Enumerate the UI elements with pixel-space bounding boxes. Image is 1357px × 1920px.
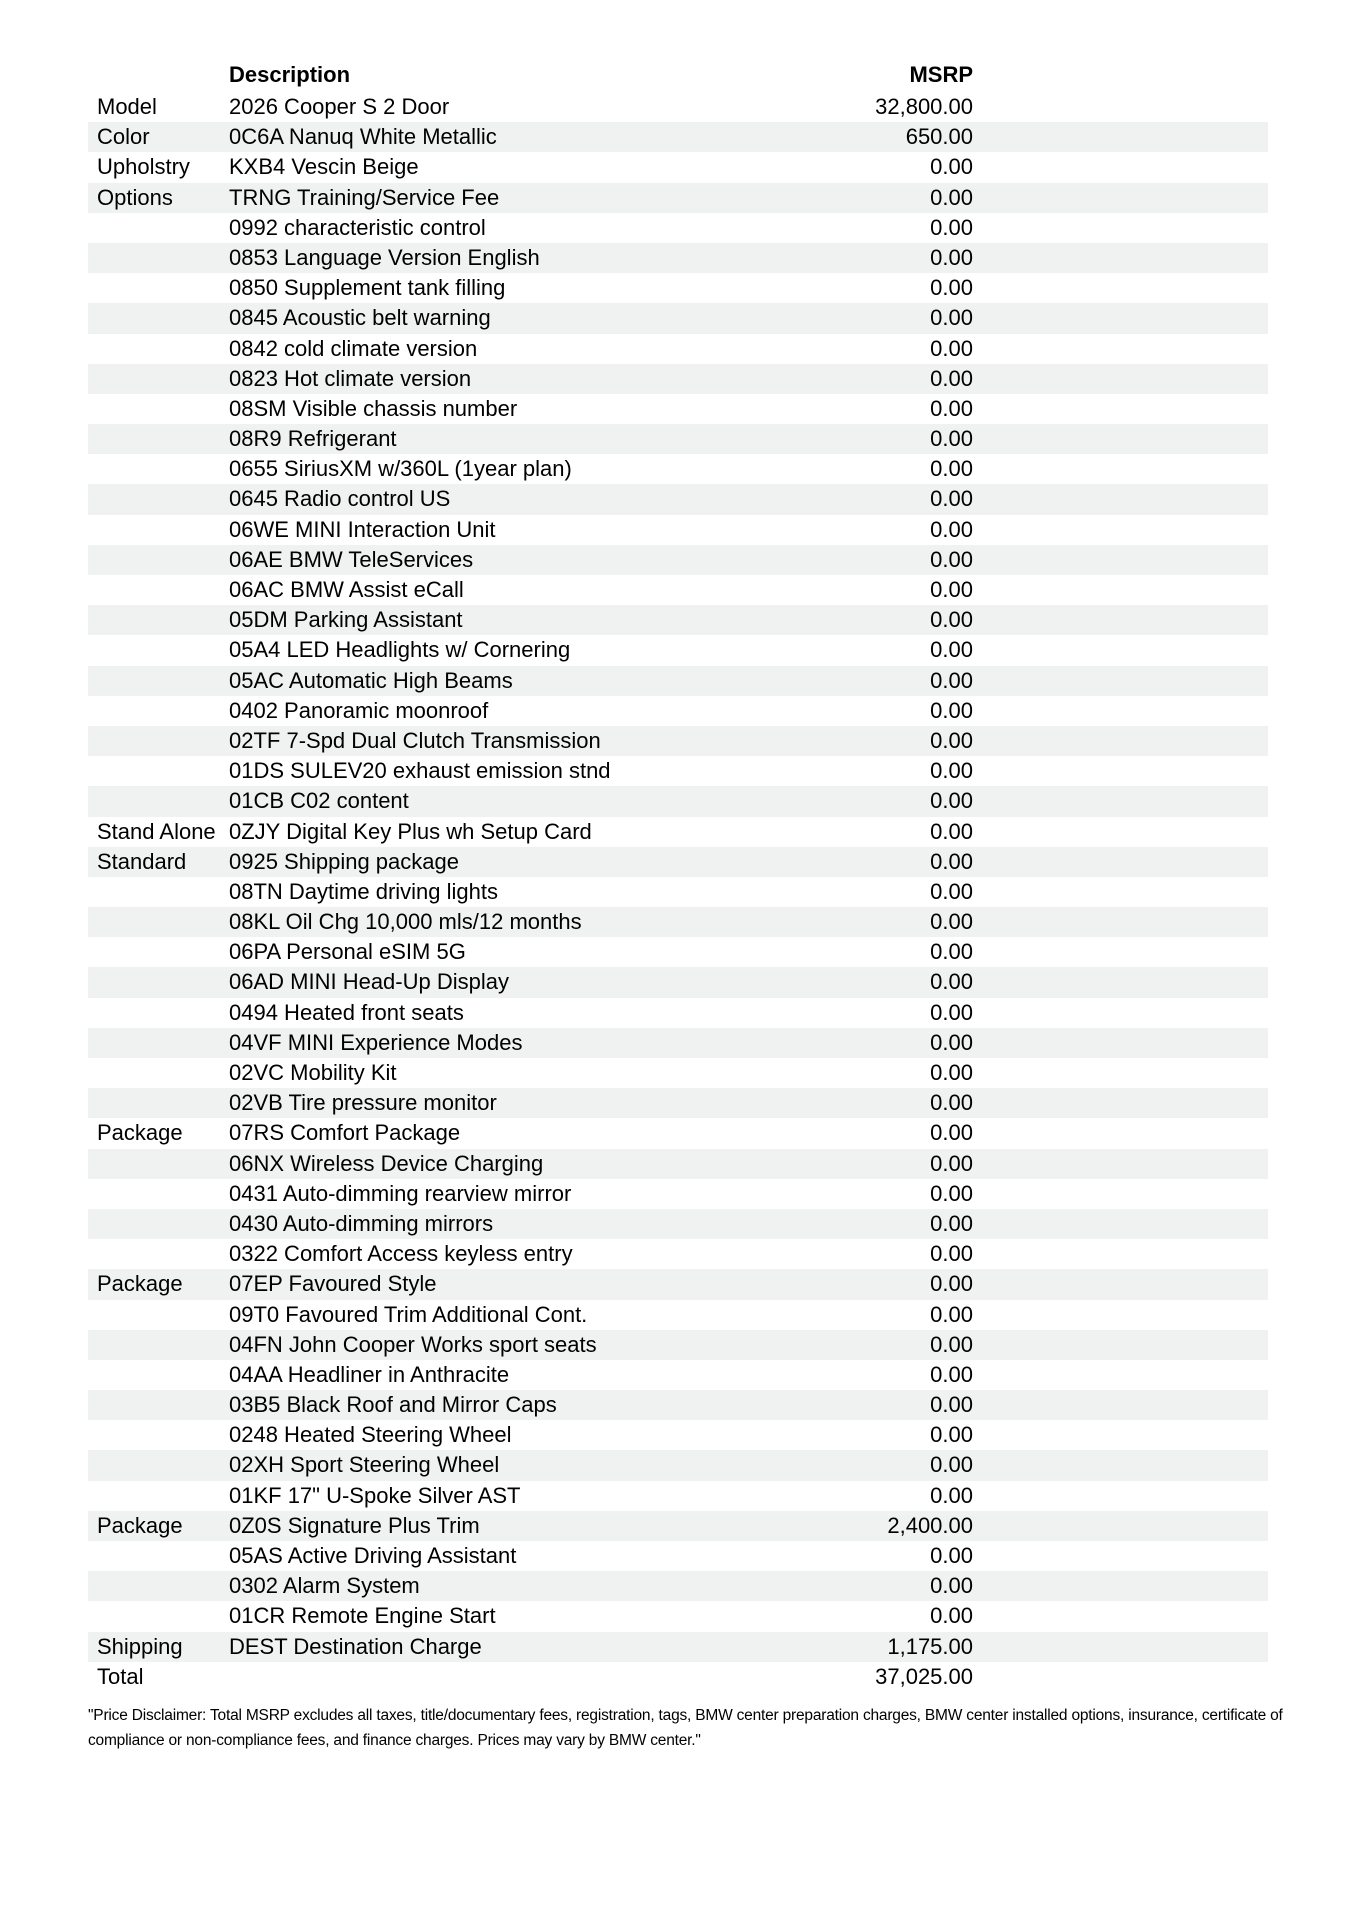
msrp-cell: 0.00 [930,818,973,844]
table-row [88,998,1268,1028]
msrp-cell: 0.00 [930,456,973,482]
description-cell: 0C6A Nanuq White Metallic [229,124,497,150]
description-cell: 02VC Mobility Kit [229,1060,397,1085]
description-cell: 0845 Acoustic belt warning [229,305,491,331]
msrp-cell: 0.00 [930,516,973,542]
description-cell: 0925 Shipping package [229,848,459,874]
table-row [88,877,1268,907]
msrp-cell: 0.00 [930,909,973,935]
msrp-cell: 0.00 [930,1180,973,1206]
msrp-cell: 0.00 [930,486,973,512]
category-cell: Upholstry [97,154,190,180]
msrp-cell: 0.00 [930,1452,973,1478]
table-row [88,92,1268,122]
table-row [88,1088,1268,1118]
msrp-cell: 1,175.00 [887,1633,973,1659]
msrp-cell: 0.00 [930,1573,973,1599]
description-cell: 08TN Daytime driving lights [229,878,498,904]
table-row [88,1058,1268,1088]
table-row [88,666,1268,696]
msrp-cell: 650.00 [905,124,973,150]
description-cell: 06AD MINI Head-Up Display [229,969,509,995]
table-row [88,364,1268,394]
description-cell: 02TF 7-Spd Dual Clutch Transmission [229,727,601,753]
msrp-cell: 0.00 [930,365,973,391]
description-cell: 0655 SiriusXM w/360L (1year plan) [229,456,572,482]
price-table [88,64,1268,1692]
msrp-cell: 0.00 [930,697,973,723]
description-cell: 0322 Comfort Access keyless entry [229,1241,573,1267]
msrp-cell: 0.00 [930,244,973,270]
disclaimer-line: compliance or non-compliance fees, and finance charges. Prices may vary by BMW center." [88,1732,701,1749]
table-row [88,726,1268,756]
description-cell: 04FN John Cooper Works sport seats [229,1331,597,1357]
description-cell: 04AA Headliner in Anthracite [229,1361,510,1387]
description-cell: 0645 Radio control US [229,486,451,512]
msrp-cell: 0.00 [930,214,973,240]
table-row [88,122,1268,152]
table-row [88,183,1268,213]
table-row [88,1239,1268,1269]
table-row [88,1028,1268,1058]
msrp-cell: 0.00 [930,1210,973,1236]
header-msrp: MSRP [909,62,973,87]
msrp-cell: 0.00 [930,426,973,452]
msrp-cell: 0.00 [930,999,973,1025]
description-cell: 08KL Oil Chg 10,000 mls/12 months [229,909,582,935]
msrp-cell: 0.00 [930,1422,973,1448]
description-cell: 0302 Alarm System [229,1573,420,1599]
header-description: Description [229,62,351,87]
description-cell: 06NX Wireless Device Charging [229,1150,544,1176]
msrp-cell: 0.00 [930,758,973,784]
table-row [88,1390,1268,1420]
description-cell: KXB4 Vescin Beige [229,154,419,180]
msrp-cell: 0.00 [930,1543,973,1568]
table-row [88,1209,1268,1239]
msrp-cell: 0.00 [930,1120,973,1146]
table-row [88,756,1268,786]
category-cell: Standard [97,848,187,874]
msrp-cell: 0.00 [930,1301,973,1327]
description-cell: 07EP Favoured Style [229,1271,437,1297]
table-row [88,1632,1268,1662]
msrp-cell: 0.00 [930,1482,973,1508]
table-row [88,575,1268,605]
msrp-cell: 0.00 [930,878,973,904]
description-cell: 08R9 Refrigerant [229,426,397,452]
description-cell: 0ZJY Digital Key Plus wh Setup Card [229,818,592,844]
description-cell: 0Z0S Signature Plus Trim [229,1512,480,1538]
description-cell: 05AS Active Driving Assistant [229,1543,517,1568]
msrp-cell: 0.00 [930,1361,973,1387]
msrp-cell: 2,400.00 [887,1512,973,1538]
description-cell: 06AE BMW TeleServices [229,546,474,572]
msrp-cell: 0.00 [930,1060,973,1085]
description-cell: 05DM Parking Assistant [229,607,463,633]
table-row [88,424,1268,454]
description-cell: 07RS Comfort Package [229,1120,461,1146]
description-cell: 01DS SULEV20 exhaust emission stnd [229,758,611,784]
category-cell: Shipping [97,1633,183,1659]
table-row [88,303,1268,333]
msrp-cell: 0.00 [930,969,973,995]
category-cell: Package [97,1120,183,1146]
table-row [88,635,1268,665]
table-row [88,605,1268,635]
msrp-cell: 37,025.00 [875,1663,973,1689]
table-row [88,454,1268,484]
description-cell: 09T0 Favoured Trim Additional Cont. [229,1301,588,1327]
msrp-cell: 0.00 [930,577,973,602]
description-cell: 0248 Heated Steering Wheel [229,1422,512,1448]
category-cell: Color [97,124,150,150]
category-cell: Stand Alone [97,818,216,844]
table-row [88,273,1268,303]
msrp-cell: 0.00 [930,1029,973,1055]
table-row [88,1571,1268,1601]
description-cell: 0402 Panoramic moonroof [229,697,489,723]
category-cell: Model [97,94,157,119]
msrp-cell: 0.00 [930,1150,973,1176]
table-row [88,1360,1268,1390]
table-row [88,394,1268,424]
msrp-cell: 0.00 [930,848,973,874]
table-row [88,1118,1268,1148]
msrp-cell: 0.00 [930,667,973,693]
table-row [88,152,1268,182]
description-cell: 05AC Automatic High Beams [229,667,513,693]
table-row [88,967,1268,997]
description-cell: DEST Destination Charge [229,1633,482,1659]
table-row [88,1481,1268,1511]
description-cell: 01CR Remote Engine Start [229,1603,496,1629]
description-cell: 04VF MINI Experience Modes [229,1029,523,1055]
msrp-cell: 0.00 [930,335,973,361]
msrp-cell: 0.00 [930,1331,973,1357]
price-table-rows [88,92,1268,1692]
description-cell: 06WE MINI Interaction Unit [229,516,496,542]
description-cell: 0850 Supplement tank filling [229,275,506,301]
table-row [88,1269,1268,1299]
msrp-cell: 0.00 [930,939,973,965]
table-row [88,817,1268,847]
msrp-cell: 0.00 [930,275,973,301]
description-cell: 03B5 Black Roof and Mirror Caps [229,1392,557,1418]
description-cell: TRNG Training/Service Fee [229,184,500,210]
description-cell: 02VB Tire pressure monitor [229,1090,497,1116]
description-cell: 0430 Auto-dimming mirrors [229,1210,494,1236]
category-cell: Package [97,1271,183,1297]
description-cell: 06PA Personal eSIM 5G [229,939,466,965]
table-row [88,696,1268,726]
description-cell: 0494 Heated front seats [229,999,464,1025]
msrp-cell: 0.00 [930,184,973,210]
table-row [88,1511,1268,1541]
description-cell: 0842 cold climate version [229,335,478,361]
msrp-cell: 0.00 [930,154,973,180]
description-cell: 2026 Cooper S 2 Door [229,94,450,119]
msrp-cell: 0.00 [930,1271,973,1297]
msrp-cell: 0.00 [930,395,973,421]
description-cell: 0853 Language Version English [229,244,540,270]
table-row [88,1541,1268,1571]
msrp-cell: 0.00 [930,607,973,633]
table-row [88,484,1268,514]
msrp-cell: 0.00 [930,637,973,663]
msrp-cell: 0.00 [930,546,973,572]
description-cell: 01CB C02 content [229,788,409,814]
msrp-cell: 32,800.00 [875,94,973,119]
category-cell: Package [97,1512,183,1538]
msrp-cell: 0.00 [930,1241,973,1267]
table-row [88,1330,1268,1360]
description-cell: 02XH Sport Steering Wheel [229,1452,500,1478]
category-cell: Total [97,1663,144,1689]
price-disclaimer [88,1703,1288,1753]
table-row [88,1601,1268,1631]
table-row [88,334,1268,364]
table-row [88,243,1268,273]
table-header [88,64,1268,92]
disclaimer-line: "Price Disclaimer: Total MSRP excludes all taxes, title/documentary fees, registration, tags, BMW center preparation charges, BMW center installed options, insurance, certificate of [88,1707,1283,1724]
table-row [88,515,1268,545]
table-row [88,907,1268,937]
description-cell: 05A4 LED Headlights w/ Cornering [229,637,571,663]
description-cell: 0823 Hot climate version [229,365,472,391]
description-cell: 0431 Auto-dimming rearview mirror [229,1180,572,1206]
table-row [88,1179,1268,1209]
table-row [88,786,1268,816]
table-row [88,1662,1268,1692]
table-row [88,1420,1268,1450]
msrp-cell: 0.00 [930,1392,973,1418]
description-cell: 01KF 17" U-Spoke Silver AST [229,1482,521,1508]
table-row [88,847,1268,877]
table-row [88,1300,1268,1330]
category-cell: Options [97,184,173,210]
table-row [88,1149,1268,1179]
msrp-cell: 0.00 [930,788,973,814]
description-cell: 06AC BMW Assist eCall [229,577,464,602]
msrp-cell: 0.00 [930,1603,973,1629]
msrp-cell: 0.00 [930,1090,973,1116]
description-cell: 0992 characteristic control [229,214,486,240]
msrp-cell: 0.00 [930,305,973,331]
msrp-cell: 0.00 [930,727,973,753]
table-row [88,545,1268,575]
description-cell: 08SM Visible chassis number [229,395,518,421]
table-row [88,1450,1268,1480]
table-row [88,937,1268,967]
table-row [88,213,1268,243]
